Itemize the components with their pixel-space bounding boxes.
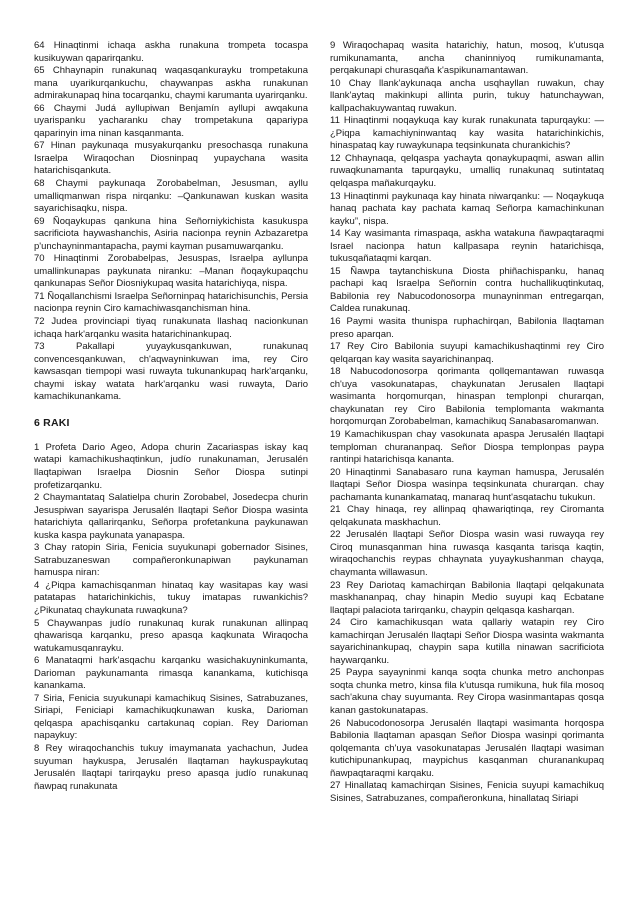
chapter-heading: 6 RAKI [34, 416, 70, 429]
verse: 9 Wiraqochapaq wasita hatarichiy, hatun, mosoq, k'utusqa rumikunamanta, ancha chaninniyoq rumikunamanta, perqakunapi churasqaña k'aspikunamantawan. [330, 40, 604, 77]
verse: 2 Chaymantataq Salatielpa churin Zorobabel, Josedecpa churin Jesuspiwan sayarispa Jerusalén llaqtapi Señor Diospa wasinta hatarichiyta qallarirqanku, Señorpa profetankuna paykunawan kuska kaspa paykunata yanapaspa. [34, 492, 308, 541]
verse: 18 Nabucodonosorpa qorimanta qollqemantawan ruwasqa ch'uya vasokunatapas, chaykunatan Jerusalen llaqtapi wasimanta horqomurqan, hinaspan templonpi churarqan, chaykunatan rey Ciro Babilonia templomanta wakmanta horqomurqan Zorobabelman, kamachikuq Sanabasaromanwan. [330, 366, 604, 428]
verse: 19 Kamachikuspan chay vasokunata apaspa Jerusalén llaqtapi temploman churananpaq. Señor Diospa templonpas paypa rantinpi hatarichisqa kananta. [330, 428, 604, 466]
verse: 72 Judea provinciapi tiyaq runakunata llashaq nacionkunan ichaqa hark'arqanku wasita hatarichinankupaq. [34, 316, 308, 340]
verse: 71 Ñoqallanchismi Israelpa Señorninpaq hatarichisunchis, Persia nacionpa reynin Ciro kamachiwasqanchisman hina. [34, 290, 308, 315]
verse: 8 Rey wiraqochanchis tukuy imaymanata yachachun, Judea suyuman haykuspa, Jerusalén llaqtaman haykuspaykutaq Jerusalén llaqtapi tarirqayku preso apasqa judío runakunaq ñawpaq runakunata [34, 742, 308, 792]
verse: 10 Chay llank'aykunaqa ancha usqhayllan ruwakun, chay llank'aytaq makinkupi allinta purin, tukuy hatunchaywan, kallpachakuywantaq ruwakun. [330, 77, 604, 114]
verse: 73 Pakallapi yuyaykusqankuwan, runakunaq convencesqankuwan, ch'aqwayninkuwan ima, rey Ciro kawsasqan tiempopi wasi ruwayta tukunankupaq hark'arqanku, chaymi iskay watata hark'arqanku wasi ruwayta, Dario kamachikunankama. [34, 341, 308, 403]
verse: 69 Ñoqaykupas qankuna hina Señorniykichista kasukuspa sacrificiota haywashanchis, Asiria nacionpa reynin Azbazaretpa p'unchayninmantapacha, paymi kayman pusamuwarqanku. [34, 215, 308, 252]
verse: 6 Manataqmi hark'asqachu karqanku wasichakuyninkumanta, Darioman paykunamanta rimasqa kanankama, kutichisqa kanankama. [34, 655, 308, 692]
verse: 68 Chaymi paykunaqa Zorobabelman, Jesusman, ayllu umalliqmanwan rispa nirqanku: –Qankunawan kuskan wasita sayarichisaqku, nispa. [34, 178, 308, 215]
verse: 14 Kay wasimanta rimaspaqa, askha watakuna ñawpaqtaraqmi Israel nacionpa hatun kallpasapa reynin hatarichisqa, tukusqañataqmi karqan. [330, 228, 604, 265]
verse: 26 Nabucodonosorpa Jerusalén llaqtapi wasimanta horqospa Babilonia llaqtaman apasqan Señor Diospa wasinpi qorimanta qolqemanta ch'uya vasokunatapas Jerusalén llaqtapi wasiman kutichipunankupaq, maypichus kasqanman churanankupaq ñawpaqtaraqmi karqaku. [330, 717, 604, 779]
verse: 22 Jerusalén llaqtapi Señor Diospa wasin wasi ruwayqa rey Ciroq munasqanman hina ruwasqa kasqanta tarisqa kaqtin, wiraqochanchis reypas chhaynata yuyaykushanman chayqa, chaymanta willawasun. [330, 529, 604, 578]
verse: 15 Ñawpa taytanchiskuna Diosta phiñachispanku, hanaq pachapi kaq Israelpa Señornin contra huchallikuqtinkutaq, Babilonia rey Nabucodonosorpa munayninman entregarqan, Caldea runakunaq. [330, 265, 604, 315]
verse: 12 Chhaynaqa, qelqaspa yachayta qonaykupaqmi, aswan allin ruwaqkunamanta tapurqayku, umalliq runakunaq sutintataq qelqaspa mañakurqayku. [330, 152, 604, 190]
verse: 65 Chhaynapin runakunaq waqasqankurayku trompetakuna mana uyarikurqankuchu, chaywanpas askha runakunan admirakunapaq hina tocarqanku, chaymi karumanta uyarirqanku. [34, 65, 308, 102]
verse: 70 Hinaqtinmi Zorobabelpas, Jesuspas, Israelpa ayllunpa umallinkunapas paykunata niranku: –Manan ñoqaykupaqchu qankunapas Señor Diosniykupaq wasita hatarichiyqa, nispa. [34, 253, 308, 290]
verse: 66 Chaymi Judá ayllupiwan Benjamín ayllupi awqakuna uyarispanku yacharanku chay trompetakuna qapariypa qaparinyin ima ninan kasqanmanta. [34, 102, 308, 139]
verse: 20 Hinaqtinmi Sanabasaro runa kayman hamuspa, Jerusalén llaqtapi Señor Diospa wasinpa teqsinkunata churarqan. chay pachamanta kunankamataq, manaraq hunt'asqatachu tukukun. [330, 466, 604, 503]
verse: 11 Hinaqtinmi noqaykuqa kay kurak runakunata tapurqayku: —¿Piqpa kamachiyninwantaq kay wasita hatarichinkichis, hinaspataq kay ruwaykunapa teqsinkunata churankichis? [330, 115, 604, 152]
verse: 24 Ciro kamachikusqan wata qallariy watapin rey Ciro kamachirqan Jerusalén llaqtapi Señor Diospa wasinta wakmanta sayarichinankupaq, chaypin sapa kutilla ninawan sacrificiota haywarqanku. [330, 617, 604, 666]
left-column [34, 40, 308, 903]
verses-group-b [34, 442, 308, 793]
verse: 5 Chaywanpas judío runakunaq kurak runakunan allinpaq qhawarisqa karqanku, preso apasqa kaqkunata Wiraqocha watukamusqanrayku. [34, 617, 308, 654]
verse: 16 Paymi wasita thunispa ruphachirqan, Babilonia llaqtaman preso aparqan. [330, 316, 604, 340]
verse: 17 Rey Ciro Babilonia suyupi kamachikushaqtinmi rey Ciro qelqarqan kay wasita sayarichinanpaq. [330, 341, 604, 365]
verse: 7 Siria, Fenicia suyukunapi kamachikuq Sisines, Satrabuzanes, Siriapi, Feniciapi kamachikuqkunawan kuska, Darioman qelqaspa apachisqanku cartakunaq copian. Rey Darioman napaykuy: [34, 692, 308, 742]
verse: 27 Hinallataq kamachirqan Sisines, Fenicia suyupi kamachikuq Sisines, Satrabuzanes, compañeronkuna, hinallataq Siriapi [330, 780, 604, 804]
verse: 3 Chay ratopin Siria, Fenicia suyukunapi gobernador Sisines, Satrabuzaneswan compañeronkunapiwan paykunaman hamuspa niran: [34, 542, 308, 579]
verse: 21 Chay hinaqa, rey allinpaq qhawariqtinqa, rey Ciromanta qelqakunata maskhachun. [330, 504, 604, 528]
verse: 1 Profeta Dario Ageo, Adopa churin Zacariaspas iskay kaq watapi kamachikushaqtinkun, judío runakunaman, Jerusalén llaqtapiwan Israelpa Diosnin Señor Diospa sutinpi profetizarqanku. [34, 441, 308, 491]
verse: 23 Rey Dariotaq kamachirqan Babilonia llaqtapi qelqakunata maskhananpaq, chay hinapin Medio suyupi kaq Ecbatane llaqtapi palaciota tarirqanku, chaypin qelqasqa kasharqan. [330, 579, 604, 616]
verse: 67 Hinan paykunaqa musyakurqanku presochasqa runakuna Israelpa Wiraqochan Diosninpaq yupaychana wasita hatarichisqankuta. [34, 140, 308, 177]
verses-group-a [34, 40, 308, 404]
verse: 4 ¿Piqpa kamachisqanman hinataq kay wasitapas kay wasi patatapas hatarichinkichis, tukuy imatapas ruwankichis? ¿Pikunataq chaykunata ruwaqkuna? [34, 579, 308, 616]
verse: 25 Paypa sayayninmi kanqa soqta chunka metro anchonpas soqta chunka metro, kinsa fila k'utusqa rumikuna, huk fila mosoq sach'akuna chay suyumanta. Rey Ciropa wasinmantapas qosqa kanan gastokunatapas. [330, 667, 604, 716]
verse: 64 Hinaqtinmi ichaqa askha runakuna trompeta tocaspa kusikuywan qaparirqanku. [34, 40, 308, 64]
right-column [330, 40, 604, 903]
verse: 13 Hinaqtinmi paykunaqa kay hinata niwarqanku: — Noqaykuqa hanaq pachata kay pachata kamaq Señorpa kamachinkunan kayku”, nispa. [330, 190, 604, 227]
